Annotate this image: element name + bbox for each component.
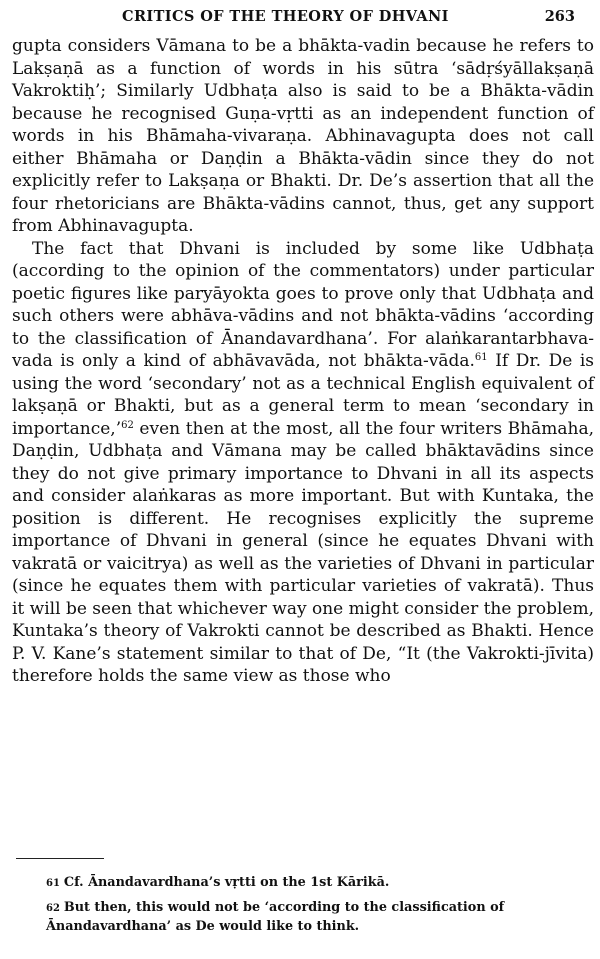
paragraph-text-part: The fact that Dhvani is included by some like Udbhaṭa (according to the opinion of the commentators) under particular poetic figures like paryāyokta goes to prove only that Udbhaṭa and such others were abhāva-vādins and not bhākta-vādins ‘according to the classification of Ānandavardhana’. For alaṅkarantarbhava-vada is only a kind of abhāvavāda, not bhākta-vāda. xyxy=(12,238,594,371)
footnotes xyxy=(16,874,594,936)
footnote-text: Cf. Ānandavardhana’s vṛtti on the 1st Kārikā. xyxy=(63,875,390,890)
page-number: 263 xyxy=(544,8,575,25)
footnote-number: 62 xyxy=(46,903,60,914)
footnote xyxy=(16,899,594,936)
paragraph-text-part: even then at the most, all the four writers Bhāmaha, Daṇḍin, Udbhaṭa and Vāmana may be called bhāktavādins since they do not give primary importance to Dhvani in all its aspects and consider alaṅkaras as more important. But with Kuntaka, the position is different. He recognises explicitly the supreme importance of Dhvani in general (since he equates Dhvani with vakratā or vaicitrya) as well as the varieties of Dhvani in particular (since he equates them with particular varieties of vakratā). Thus it will be seen that whichever way one might consider the problem, Kuntaka’s theory of Vakrokti cannot be described as Bhakti. Hence P. V. Kane’s statement similar to that of De, “It (the Vakrokti-jīvita) therefore holds the same view as those who xyxy=(12,418,594,686)
footnote-ref-61[interactable]: 61 xyxy=(474,352,488,363)
paragraph xyxy=(12,238,594,688)
main-text xyxy=(12,35,594,688)
footnote-ref-62[interactable]: 62 xyxy=(121,419,134,431)
footnote-text: But then, this would not be ‘according to the classification of Ānandavardhana’ as De would like to think. xyxy=(46,900,505,934)
footnote xyxy=(16,874,594,893)
paragraph-text-part: If Dr. De is using the word ‘secondary’ not as a technical English equivalent of lakṣaṇā or Bhakti, but as a general term to mean ‘secondary in importance,’ xyxy=(12,351,594,439)
paragraph-continued: gupta considers Vāmana to be a bhākta-vadin because he refers to Lakṣaṇā as a function of words in his sūtra ‘sādṛśyāllakṣaṇā Vakroktiḥ’; Similarly Udbhaṭa also is said to be a Bhākta-vādin because he recognised Guṇa-vṛtti as an independent function of words in his Bhāmaha-vivaraṇa. Abhinavagupta does not call either Bhāmaha or Daṇḍin a Bhākta-vādin since they do not explicitly refer to Lakṣaṇa or Bhakti. Dr. De’s assertion that all the four rhetoricians are Bhākta-vādins cannot, thus, get any support from Abhinavagupta. xyxy=(12,36,594,236)
footnote-number: 61 xyxy=(46,878,60,889)
footnote-divider xyxy=(16,858,104,859)
page-header xyxy=(0,8,600,30)
running-head: CRITICS OF THE THEORY OF DHVANI xyxy=(122,8,449,25)
